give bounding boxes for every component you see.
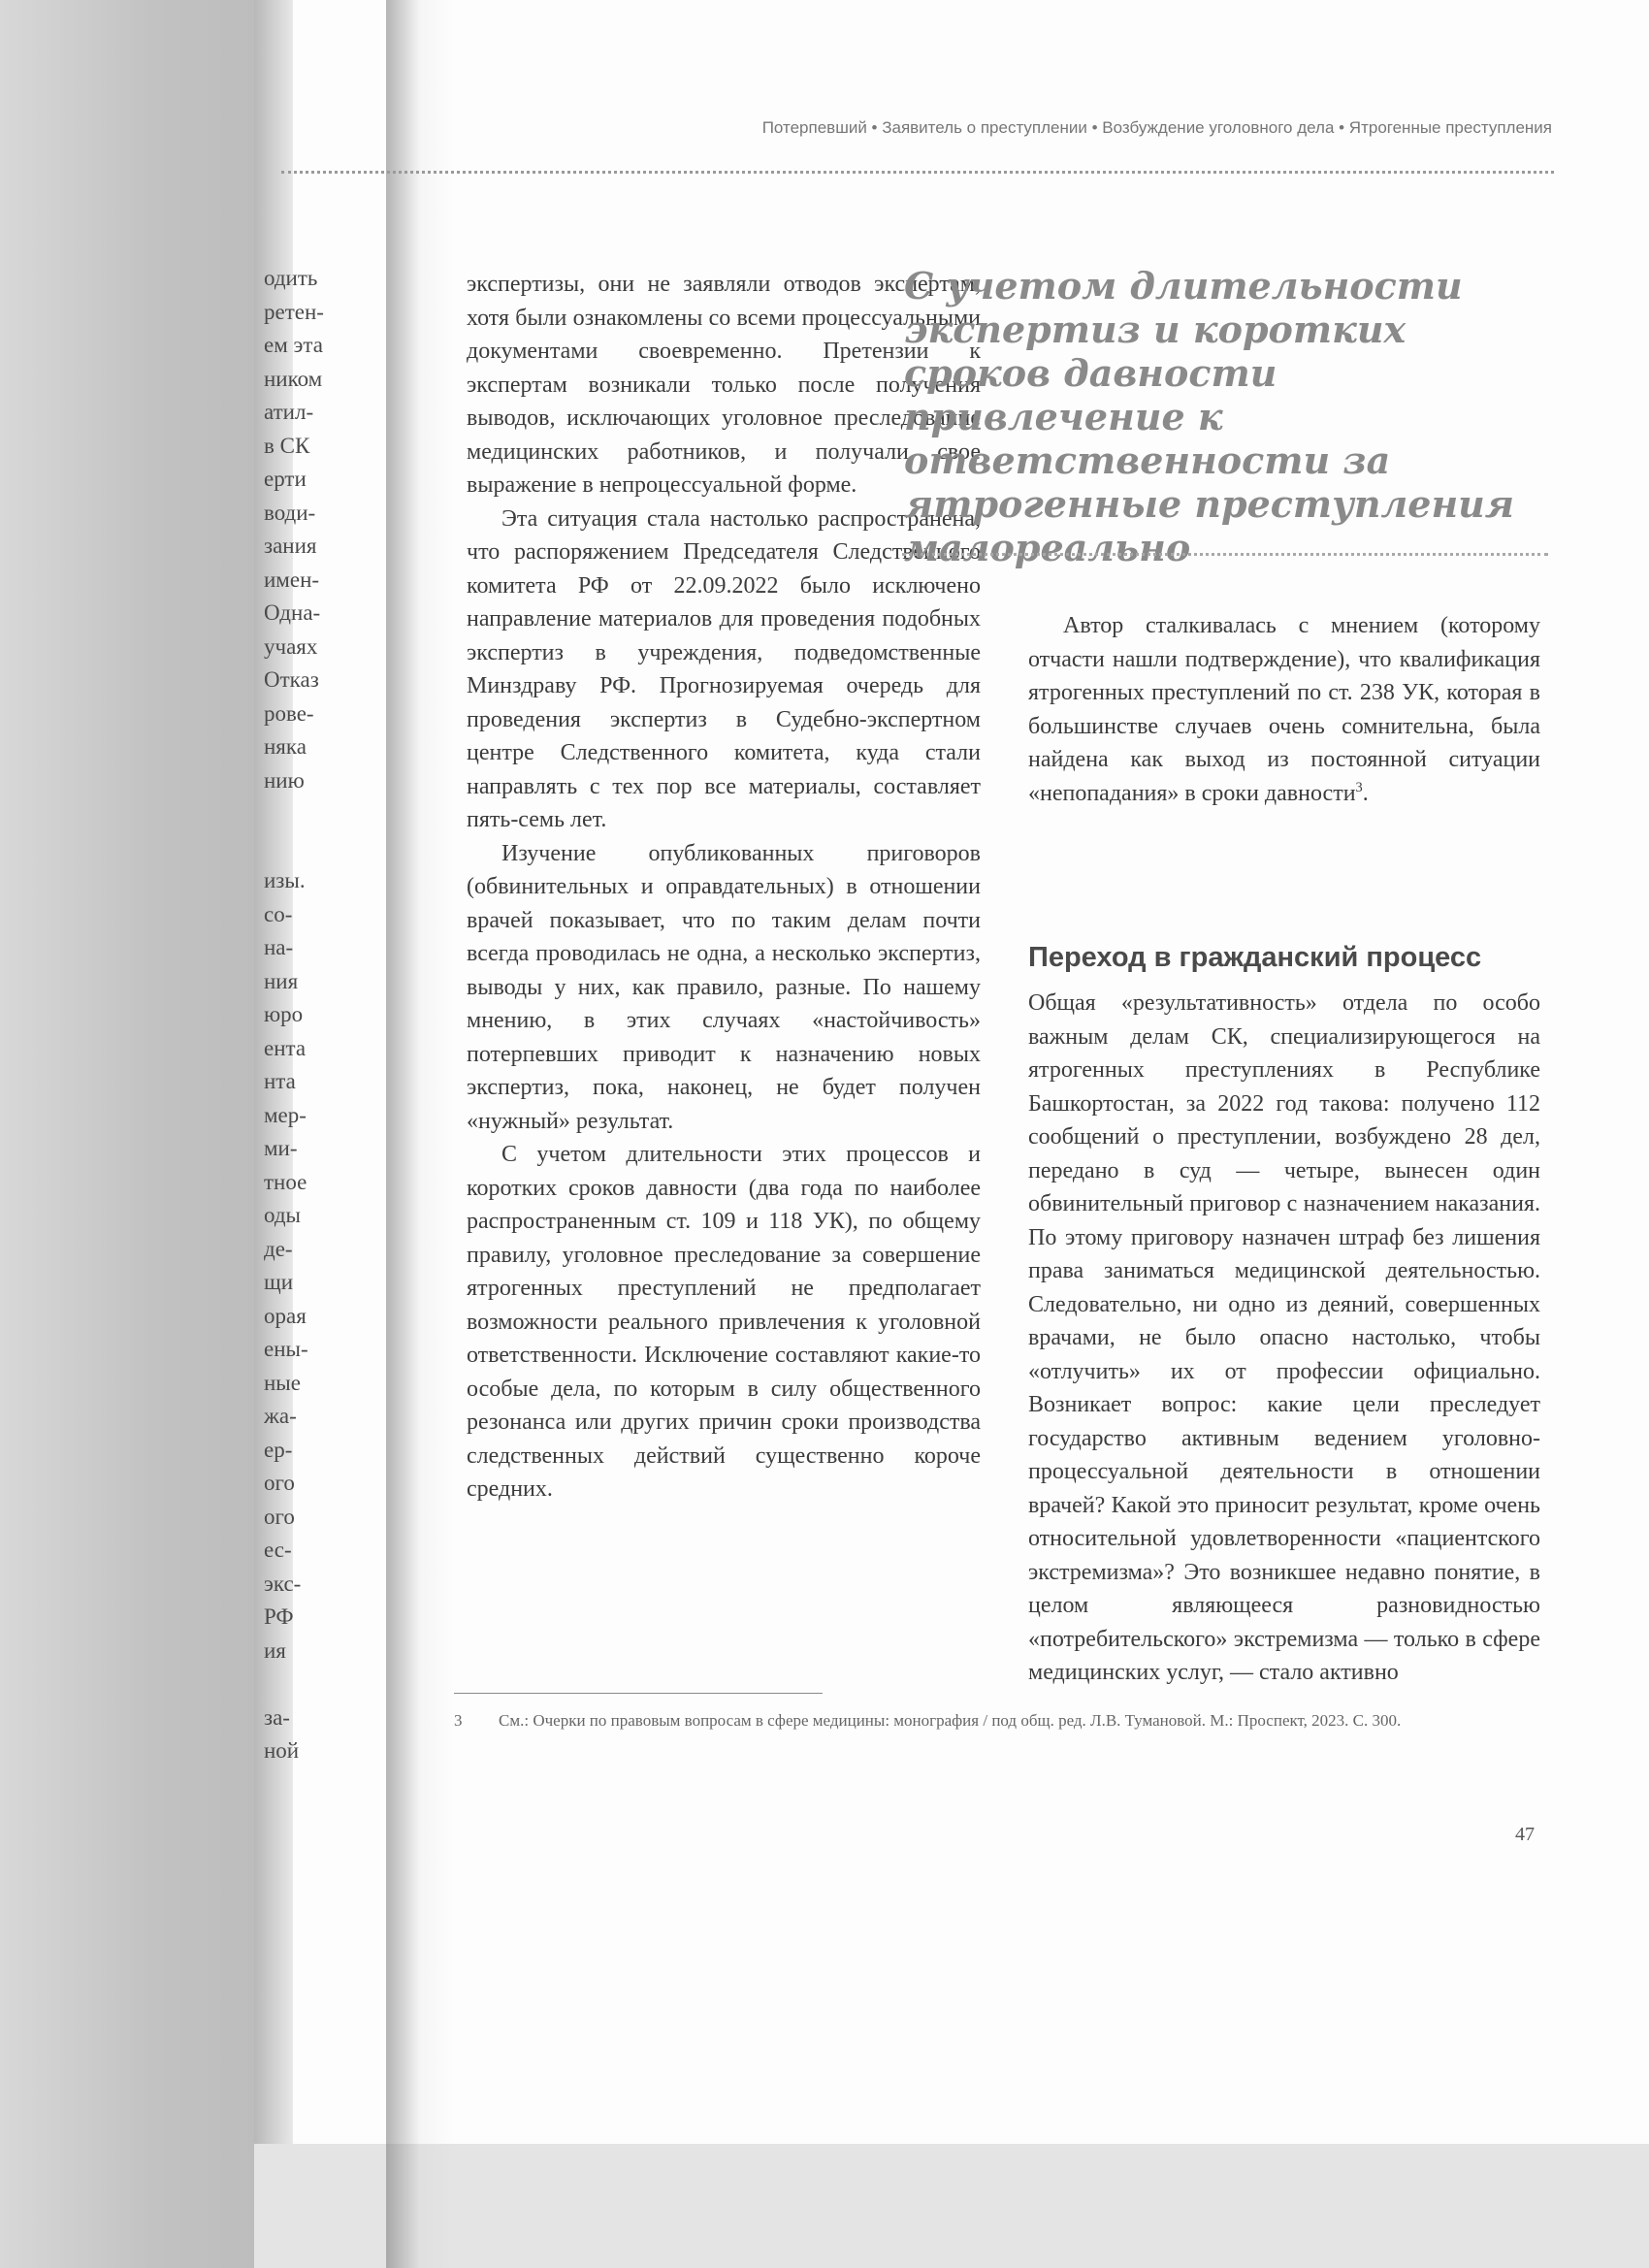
pull-quote-rule <box>902 553 1548 556</box>
previous-page-fragment: РФ <box>264 1604 294 1629</box>
left-paragraph-1: экспертизы, они не заявляли отводов экспертам, хотя были ознакомлены со всеми процессуальными документами своевременно. Претензии к экспертам возникали только после получения выводов, исключающих уголовное преследование медицинских работников, и получали свое выражение в непроцессуальной форме. <box>467 272 981 498</box>
pull-quote: С учетом длительности экспертиз и коротких сроков давности привлечение к ответственности за ятрогенные преступления малореально <box>904 264 1515 569</box>
previous-page-fragment: ные <box>264 1370 301 1395</box>
left-paragraph-2: Эта ситуация стала настолько распространена, что распоряжением Председателя Следственного комитета РФ от 22.09.2022 было исключено направление материалов для проведения подобных экспертиз в учреждения, подведомственные Минздраву РФ. Прогнозируемая очередь для проведения экспертиз в Судебно-экспертном центре Следственного комитета, куда стали направлять с тех пор все материалы, составляет пять-семь лет. <box>467 505 981 832</box>
header-rule <box>281 171 1554 174</box>
right-paragraph-1: Автор сталкивалась с мнением (которому отчасти нашли подтверждение), что квалификация ятрогенных преступлений по ст. 238 УК, которая в большинстве случаев очень сомнительна, была найдена как выход из постоянной ситуации «непопадания» в сроки давности$^3$. <box>1028 613 1540 806</box>
previous-page-fragment <box>264 797 351 831</box>
previous-page-fragment: щи <box>264 1270 294 1294</box>
previous-page-fragment: де- <box>264 1236 293 1261</box>
previous-page-fragment: за- <box>264 1704 290 1730</box>
previous-page-fragment: юро <box>264 1002 304 1026</box>
previous-page-fragment: ерти <box>264 467 307 491</box>
right-column-top <box>1028 609 1540 810</box>
previous-page-fragment: учаях <box>264 633 318 659</box>
previous-page-fragment: ента <box>264 1035 307 1060</box>
previous-page-fragment: води- <box>264 500 316 525</box>
previous-page-fragment: на- <box>264 935 294 959</box>
previous-page-fragment: ния <box>264 968 299 993</box>
previous-page-fragment <box>264 831 351 865</box>
right-column-section <box>1028 941 1540 1690</box>
previous-page-fragment: изы. <box>264 868 306 892</box>
scan-background-left <box>0 0 254 2268</box>
previous-page-fragment: имен- <box>264 567 320 592</box>
scan-background-bottom <box>254 2144 1649 2268</box>
previous-page-fragment: одить <box>264 266 318 290</box>
previous-page-fragment: ретен- <box>264 299 324 324</box>
previous-page-fragment: со- <box>264 901 293 926</box>
previous-page-fragment: ником <box>264 366 323 391</box>
previous-page-fragment: рове- <box>264 700 314 726</box>
previous-page-fragment: жа- <box>264 1404 297 1428</box>
previous-page-fragment <box>264 1668 351 1701</box>
previous-page-fragment: оды <box>264 1203 301 1227</box>
previous-page-fragment: Отказ <box>264 667 319 692</box>
left-paragraph-3: Изучение опубликованных приговоров (обвинительных и оправдательных) в отношении врачей показывает, что по таким делам почти всегда проводилась не одна, а несколько экспертиз, выводы у них, как правило, разные. По нашему мнению, в этих случаях «настойчивость» потерпевших приводит к назначению новых экспертиз, пока, наконец, не будет получен «нужный» результат. <box>467 840 981 1134</box>
previous-page-fragment: ер- <box>264 1437 293 1462</box>
previous-page-fragment: зания <box>264 534 317 558</box>
previous-page-fragment: ого <box>264 1471 295 1495</box>
right-paragraph-1-text: Автор сталкивалась с мнением (которому отчасти нашли подтверждение), что квалификация ятрогенных преступлений по ст. 238 УК, которая в большинстве случаев очень сомнительна, была найдена как выход из постоянной ситуации «непопадания» в сроки давности <box>1028 613 1540 806</box>
page-number: 47 <box>1515 1824 1535 1845</box>
left-paragraph-4: С учетом длительности этих процессов и коротких сроков давности (два года по наиболее распространенным ст. 109 и 118 УК), по общему правилу, уголовное преследование за совершение ятрогенных преступлений не предполагает возможности реального привлечения к уголовной ответственности. Исключение составляют какие-то особые дела, по которым в силу общественного резонанса или других причин сроки производства следственных действий существенно короче средних. <box>467 1142 981 1502</box>
previous-page-fragment: няка <box>264 734 307 759</box>
previous-page-fragment: нта <box>264 1069 296 1093</box>
footnote-number: 3 <box>454 1711 463 1730</box>
spine-shadow <box>386 0 454 2268</box>
right-paragraph-2: Общая «результативность» отдела по особо важным делам СК, специализирующегося на ятрогенных преступлениях в Республике Башкортостан, за 2022 год такова: получено 112 сообщений о преступлении, возбуждено 28 дел, передано в суд — четыре, вынесен один обвинительный приговор с назначением наказания. По этому приговору назначен штраф без лишения права заниматься медицинской деятельностью. Следовательно, ни одно из деяний, совершенных врачами, не было опасно настолько, чтобы «отлучить» их от профессии официально. Возникает вопрос: какие цели преследует государство активным ведением уголовно-процессуальной деятельности в отношении врачей? Какой это приносит результат, кроме очень относительной удовлетворенности «пациентского экстремизма»? Это возникшее недавно понятие, в целом являющееся разновидностью «потребительского» экстремизма — только в сфере медицинских услуг, — стало активно <box>1028 990 1540 1685</box>
previous-page-fragment: ной <box>264 1738 300 1763</box>
previous-page-fragment: тное <box>264 1169 307 1194</box>
previous-page-fragment: Одна- <box>264 600 321 625</box>
previous-page-fragment: ем эта <box>264 333 323 357</box>
previous-page-fragment: орая <box>264 1303 307 1328</box>
previous-page-fragment: атил- <box>264 400 314 424</box>
previous-page-fragment: в СК <box>264 433 310 458</box>
previous-page-fragment: ия <box>264 1637 286 1663</box>
previous-page-fragment: ены- <box>264 1337 308 1361</box>
previous-page-fragment: мер- <box>264 1102 307 1127</box>
footnote-reference: 3 <box>1355 779 1363 795</box>
previous-page-fragment: ес- <box>264 1538 292 1562</box>
footnote-rule <box>454 1693 823 1694</box>
previous-page-fragment: ми- <box>264 1136 298 1160</box>
section-heading: Переход в гражданский процесс <box>1028 942 1482 973</box>
running-header: Потерпевший • Заявитель о преступлении • Возбуждение уголовного дела • Ятрогенные преступления <box>761 118 1552 137</box>
previous-page-fragment: нию <box>264 767 305 793</box>
footnote-text: См.: Очерки по правовым вопросам в сфере медицины: монография / под общ. ред. Л.В. Тумановой. М.: Проспект, 2023. С. 300. <box>499 1711 1402 1730</box>
footnote <box>454 1709 1540 1733</box>
previous-page-fragment: экс- <box>264 1571 302 1596</box>
previous-page-fragments <box>264 262 351 1768</box>
previous-page-fragment: ого <box>264 1504 295 1529</box>
